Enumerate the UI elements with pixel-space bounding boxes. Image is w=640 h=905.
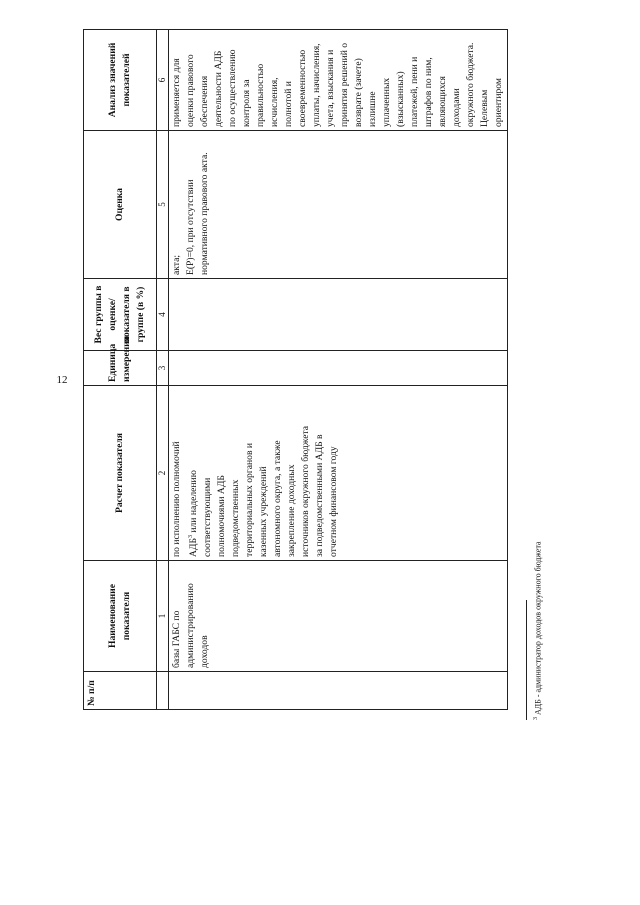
analysis-line: штрафов по ним,	[423, 57, 434, 127]
footnote	[533, 490, 543, 720]
assessment-line: нормативного правового акта.	[199, 152, 210, 275]
cell-weight	[169, 279, 508, 351]
analysis-line: своевременностью	[297, 49, 308, 127]
calc-line: автономного округа, а также	[272, 440, 284, 557]
analysis-line: являющихся	[437, 76, 448, 127]
analysis-line: возврате (зачете)	[353, 58, 364, 127]
footnote-divider	[526, 600, 527, 720]
analysis-line: деятельности АДБ	[213, 50, 224, 127]
calc-line: территориальных органов и	[244, 442, 256, 557]
analysis-line: контроля за	[241, 79, 252, 127]
cell-unit	[169, 351, 508, 386]
calc-line: соответствующими	[202, 477, 214, 557]
analysis-line: излишне	[367, 91, 378, 127]
analysis-line: доходами	[451, 88, 462, 127]
cell-indicator-name: базы ГАБС по администрированию доходов	[169, 561, 508, 672]
calc-line: или наделению	[188, 470, 200, 533]
analysis-line: полнотой и	[283, 81, 294, 127]
calc-line: по исполнению полномочий	[171, 441, 182, 557]
calc-line: за подведомственными АДБ в	[314, 434, 326, 557]
cell-assessment	[169, 131, 508, 279]
column-number-row	[157, 30, 169, 710]
cell-number	[169, 672, 508, 710]
column-number: 1	[157, 561, 169, 672]
calc-line: источников окружного бюджета	[300, 425, 312, 557]
header-unit: Единица измерения	[84, 351, 157, 386]
analysis-line: уплаченных	[381, 77, 392, 127]
analysis-line: уплаты, начисления,	[311, 43, 322, 127]
column-number: 2	[157, 386, 169, 561]
table-row	[169, 30, 508, 710]
analysis-line: (взысканных)	[395, 71, 406, 127]
column-number: 3	[157, 351, 169, 386]
calc-line: казенных учреждений	[258, 466, 270, 557]
footnote-ref: 3	[188, 535, 194, 539]
calc-line-with-footnote	[184, 389, 201, 557]
calc-line: полномочиями АДБ	[216, 475, 228, 557]
calc-line: закрепление доходных	[286, 464, 298, 557]
calc-line: отчетном финансовом году	[328, 446, 340, 557]
header-analysis: Анализ значений показателей	[84, 30, 157, 131]
header-weight: Вес группы в оценке/ показателя в группе (в %)	[84, 279, 157, 351]
cell-calculation	[169, 386, 508, 561]
analysis-line: учета, взыскания и	[325, 49, 336, 127]
rotated-page-content	[83, 30, 518, 710]
calc-line: АДБ	[188, 538, 200, 557]
analysis-line: правильностью	[255, 63, 266, 127]
analysis-line: обеспечения	[199, 75, 210, 127]
header-indicator-name: Наименование показателя	[84, 561, 157, 672]
header-assessment: Оценка	[84, 131, 157, 279]
analysis-line: окружного бюджета.	[465, 42, 476, 127]
column-number: 4	[157, 279, 169, 351]
cell-analysis	[169, 30, 508, 131]
indicators-table	[83, 29, 508, 710]
analysis-line: платежей, пени и	[409, 56, 420, 127]
analysis-line: ориентиром	[493, 78, 504, 127]
analysis-line: оценки правового	[185, 54, 196, 127]
column-number: 5	[157, 131, 169, 279]
column-number: 6	[157, 30, 169, 131]
footnote-mark: 3	[533, 717, 539, 720]
header-calculation: Расчет показателя	[84, 386, 157, 561]
table-header-row	[84, 30, 157, 710]
analysis-line: принятия решений о	[339, 42, 350, 127]
analysis-line: по осуществлению	[227, 49, 238, 127]
analysis-line: исчисления,	[269, 77, 280, 127]
header-number: № п/п	[84, 672, 157, 710]
footnote-text: АДБ - администратор доходов окружного бюджета	[533, 541, 543, 715]
analysis-line: Целевым	[479, 89, 490, 127]
calc-line: подведомственных	[230, 479, 242, 557]
page-number: 12	[56, 374, 68, 386]
column-number	[157, 672, 169, 710]
assessment-line: Е(Р)=0, при отсутствии	[185, 179, 196, 275]
analysis-line: применяется для	[171, 58, 182, 127]
assessment-line: акта;	[171, 254, 182, 275]
